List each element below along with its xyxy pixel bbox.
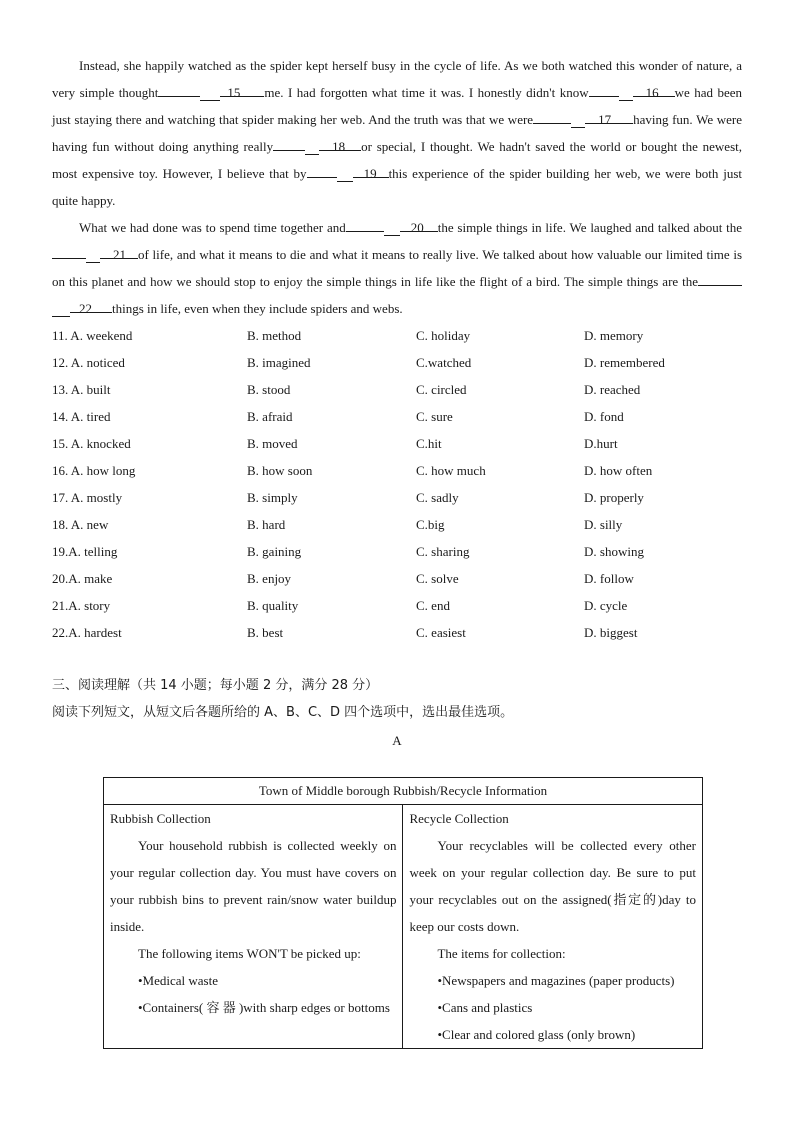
option-b[interactable]: B. imagined	[247, 355, 311, 370]
blank-16-lead	[589, 96, 619, 97]
options-list	[52, 322, 742, 646]
blank-22-lead	[698, 285, 742, 286]
option-row-22	[52, 619, 742, 646]
recycle-intro: The items for collection:	[437, 946, 566, 961]
passage-paragraph-1	[52, 52, 742, 214]
recycle-paragraph: Your recyclables will be collected every other week on your regular collection day. Be sure to put your recyclables out on the assigned(指定的)day to keep our costs down.	[409, 838, 696, 934]
blank-19: 19	[337, 167, 353, 182]
passage-text: What we had done was to spend time together and	[79, 220, 346, 235]
blank-19-lead	[307, 177, 337, 178]
blank-20: 20	[384, 221, 400, 236]
option-row-17	[52, 484, 742, 511]
option-c[interactable]: C. sure	[416, 409, 453, 424]
option-row-21	[52, 592, 742, 619]
blank-21-tail	[100, 258, 138, 259]
option-d[interactable]: D. fond	[584, 409, 624, 424]
blank-17-lead	[533, 123, 571, 124]
passage-text: having fun. We were having fun without doing anything really	[52, 112, 742, 154]
option-d[interactable]: D. follow	[584, 571, 634, 586]
option-b[interactable]: B. gaining	[247, 544, 302, 559]
option-a[interactable]: 12. A. noticed	[52, 355, 125, 370]
option-b[interactable]: B. hard	[247, 517, 286, 532]
rubbish-item: •Medical waste	[138, 973, 218, 988]
option-d[interactable]: D. biggest	[584, 625, 638, 640]
blank-16: 16	[619, 86, 633, 101]
option-row-18	[52, 511, 742, 538]
option-row-19	[52, 538, 742, 565]
table-title: Town of Middle borough Rubbish/Recycle Information	[104, 778, 703, 805]
blank-18-lead	[273, 150, 305, 151]
option-a[interactable]: 20.A. make	[52, 571, 113, 586]
passage-text: we had been just staying there and watching that spider making her web. And the truth was that we were	[52, 85, 742, 127]
blank-18-tail	[319, 150, 361, 151]
option-d[interactable]: D. how often	[584, 463, 653, 478]
passage-text: the simple things in life. We laughed and talked about the	[437, 220, 742, 235]
option-a[interactable]: 16. A. how long	[52, 463, 136, 478]
blank-17-tail	[585, 123, 633, 124]
option-b[interactable]: B. stood	[247, 382, 291, 397]
option-row-13	[52, 376, 742, 403]
option-d[interactable]: D.hurt	[584, 436, 618, 451]
option-row-12	[52, 349, 742, 376]
option-b[interactable]: B. method	[247, 328, 302, 343]
passage-text: things in life, even when they include spiders and webs.	[112, 301, 403, 316]
option-d[interactable]: D. cycle	[584, 598, 628, 613]
section-instructions: 阅读下列短文，从短文后各题所给的 A、B、C、D 四个选项中，选出最佳选项。	[52, 705, 514, 720]
option-c[interactable]: C. solve	[416, 571, 459, 586]
option-a[interactable]: 13. A. built	[52, 382, 111, 397]
option-row-11	[52, 322, 742, 349]
option-c[interactable]: C.hit	[416, 436, 442, 451]
option-b[interactable]: B. simply	[247, 490, 298, 505]
option-c[interactable]: C. circled	[416, 382, 467, 397]
section-title: 三、阅读理解（共 14 小题；每小题 2 分，满分 28 分）	[52, 678, 379, 693]
option-b[interactable]: B. best	[247, 625, 284, 640]
option-row-15	[52, 430, 742, 457]
option-row-14	[52, 403, 742, 430]
option-a[interactable]: 21.A. story	[52, 598, 111, 613]
passage-text: this experience of the spider building her web, we were both just quite happy.	[52, 166, 742, 208]
blank-20-lead	[346, 231, 384, 232]
option-row-16	[52, 457, 742, 484]
option-a[interactable]: 15. A. knocked	[52, 436, 131, 451]
option-c[interactable]: C.big	[416, 517, 445, 532]
blank-20-tail	[400, 231, 438, 232]
recycle-collection-cell	[403, 805, 703, 1049]
recycle-item: •Newspapers and magazines (paper products)	[437, 973, 675, 988]
blank-17: 17	[571, 113, 585, 128]
option-c[interactable]: C.watched	[416, 355, 472, 370]
passage-text: of life, and what it means to die and what it means to really live. We talked about how valuable our limited time is on this planet and how we should stop to enjoy the simple things in life like the flight of a bird. The simple things are the	[52, 247, 742, 289]
option-d[interactable]: D. showing	[584, 544, 644, 559]
passage-text: Instead, she happily watched as the spider kept herself busy in the cycle of life. As we both watched this wonder of nature, a very simple thought	[52, 58, 742, 100]
blank-22-tail	[70, 312, 112, 313]
option-c[interactable]: C. how much	[416, 463, 486, 478]
rubbish-paragraph: Your household rubbish is collected weekly on your regular collection day. You must have covers on your rubbish bins to prevent rain/snow water buildup inside.	[110, 838, 397, 934]
passage-text: me. I had forgotten what time it was. I honestly didn't know	[264, 85, 589, 100]
option-c[interactable]: C. end	[416, 598, 450, 613]
option-a[interactable]: 11. A. weekend	[52, 328, 133, 343]
option-d[interactable]: D. memory	[584, 328, 644, 343]
option-c[interactable]: C. holiday	[416, 328, 471, 343]
blank-16-tail	[633, 96, 675, 97]
option-b[interactable]: B. afraid	[247, 409, 293, 424]
option-c[interactable]: C. sharing	[416, 544, 470, 559]
blank-15-lead	[158, 96, 200, 97]
option-a[interactable]: 18. A. new	[52, 517, 109, 532]
blank-18: 18	[305, 140, 319, 155]
rubbish-intro: The following items WON'T be picked up:	[138, 946, 361, 961]
cloze-passage	[52, 52, 742, 646]
passage-paragraph-2	[52, 214, 742, 322]
option-row-20	[52, 565, 742, 592]
option-c[interactable]: C. easiest	[416, 625, 466, 640]
option-d[interactable]: D. silly	[584, 517, 623, 532]
rubbish-recycle-table	[103, 777, 703, 1049]
blank-15: 15	[200, 86, 220, 101]
option-a[interactable]: 17. A. mostly	[52, 490, 123, 505]
option-d[interactable]: D. remembered	[584, 355, 665, 370]
option-a[interactable]: 14. A. tired	[52, 409, 111, 424]
option-b[interactable]: B. enjoy	[247, 571, 292, 586]
blank-22: 22	[52, 302, 70, 317]
rubbish-item: •Containers( 容 器 )with sharp edges or bottoms	[138, 1000, 390, 1015]
rubbish-collection-cell	[104, 805, 403, 1049]
rubbish-heading: Rubbish Collection	[110, 811, 211, 826]
recycle-item: •Clear and colored glass (only brown)	[437, 1027, 636, 1042]
option-a[interactable]: 22.A. hardest	[52, 625, 122, 640]
option-b[interactable]: B. moved	[247, 436, 298, 451]
option-b[interactable]: B. how soon	[247, 463, 313, 478]
option-b[interactable]: B. quality	[247, 598, 299, 613]
option-c[interactable]: C. sadly	[416, 490, 459, 505]
blank-21-lead	[52, 258, 86, 259]
blank-19-tail	[353, 177, 389, 178]
blank-15-tail	[220, 96, 264, 97]
passage-label: A	[392, 733, 402, 748]
recycle-heading: Recycle Collection	[409, 811, 509, 826]
option-d[interactable]: D. properly	[584, 490, 644, 505]
passage-text: or special, I thought. We hadn't saved the world or bought the newest, most expensive toy. However, I believe that by	[52, 139, 742, 181]
blank-21: 21	[86, 248, 100, 263]
option-d[interactable]: D. reached	[584, 382, 641, 397]
recycle-item: •Cans and plastics	[437, 1000, 533, 1015]
option-a[interactable]: 19.A. telling	[52, 544, 118, 559]
